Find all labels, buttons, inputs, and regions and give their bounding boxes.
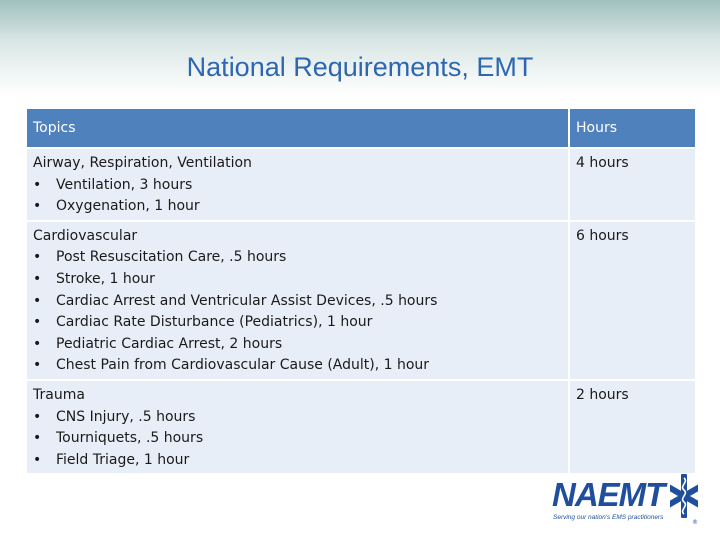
star-of-life-icon — [670, 472, 698, 526]
hours-cell: 4 hours — [569, 148, 696, 221]
list-item: • Post Resuscitation Care, .5 hours — [33, 247, 562, 269]
list-item: • Pediatric Cardiac Arrest, 2 hours — [33, 334, 562, 356]
list-item: • Oxygenation, 1 hour — [33, 196, 562, 218]
registered-mark: ® — [692, 519, 698, 526]
topic-cell — [26, 380, 569, 474]
list-item: • Chest Pain from Cardiovascular Cause (Adult), 1 hour — [33, 355, 562, 377]
subtopic-list — [33, 407, 562, 472]
logo-wordmark: NAEMT — [552, 476, 665, 513]
list-item: • Tourniquets, .5 hours — [33, 428, 562, 450]
logo-tagline: Serving our nation's EMS practitioners — [553, 514, 664, 521]
hours-cell: 6 hours — [569, 221, 696, 380]
topic-title: Airway, Respiration, Ventilation — [33, 155, 252, 171]
list-item: • Field Triage, 1 hour — [33, 450, 562, 472]
list-item: • Stroke, 1 hour — [33, 269, 562, 291]
subtopic-list — [33, 175, 562, 218]
table-row — [26, 380, 696, 474]
list-item: • Cardiac Arrest and Ventricular Assist Devices, .5 hours — [33, 291, 562, 313]
subtopic-list — [33, 247, 562, 377]
header-topics: Topics — [26, 108, 569, 148]
topic-title: Cardiovascular — [33, 227, 138, 244]
table-row — [26, 148, 696, 221]
topic-title: Trauma — [33, 386, 85, 403]
hours-cell: 2 hours — [569, 380, 696, 474]
list-item: • Ventilation, 3 hours — [33, 175, 562, 197]
table-row — [26, 221, 696, 380]
topic-cell — [26, 221, 569, 380]
table-header-row — [26, 108, 696, 148]
requirements-table — [25, 107, 697, 475]
naemt-logo — [552, 472, 700, 528]
slide-title: National Requirements, EMT — [186, 52, 534, 82]
header-hours: Hours — [569, 108, 696, 148]
list-item: • CNS Injury, .5 hours — [33, 407, 562, 429]
topic-cell — [26, 148, 569, 221]
list-item: • Cardiac Rate Disturbance (Pediatrics), 1 hour — [33, 312, 562, 334]
